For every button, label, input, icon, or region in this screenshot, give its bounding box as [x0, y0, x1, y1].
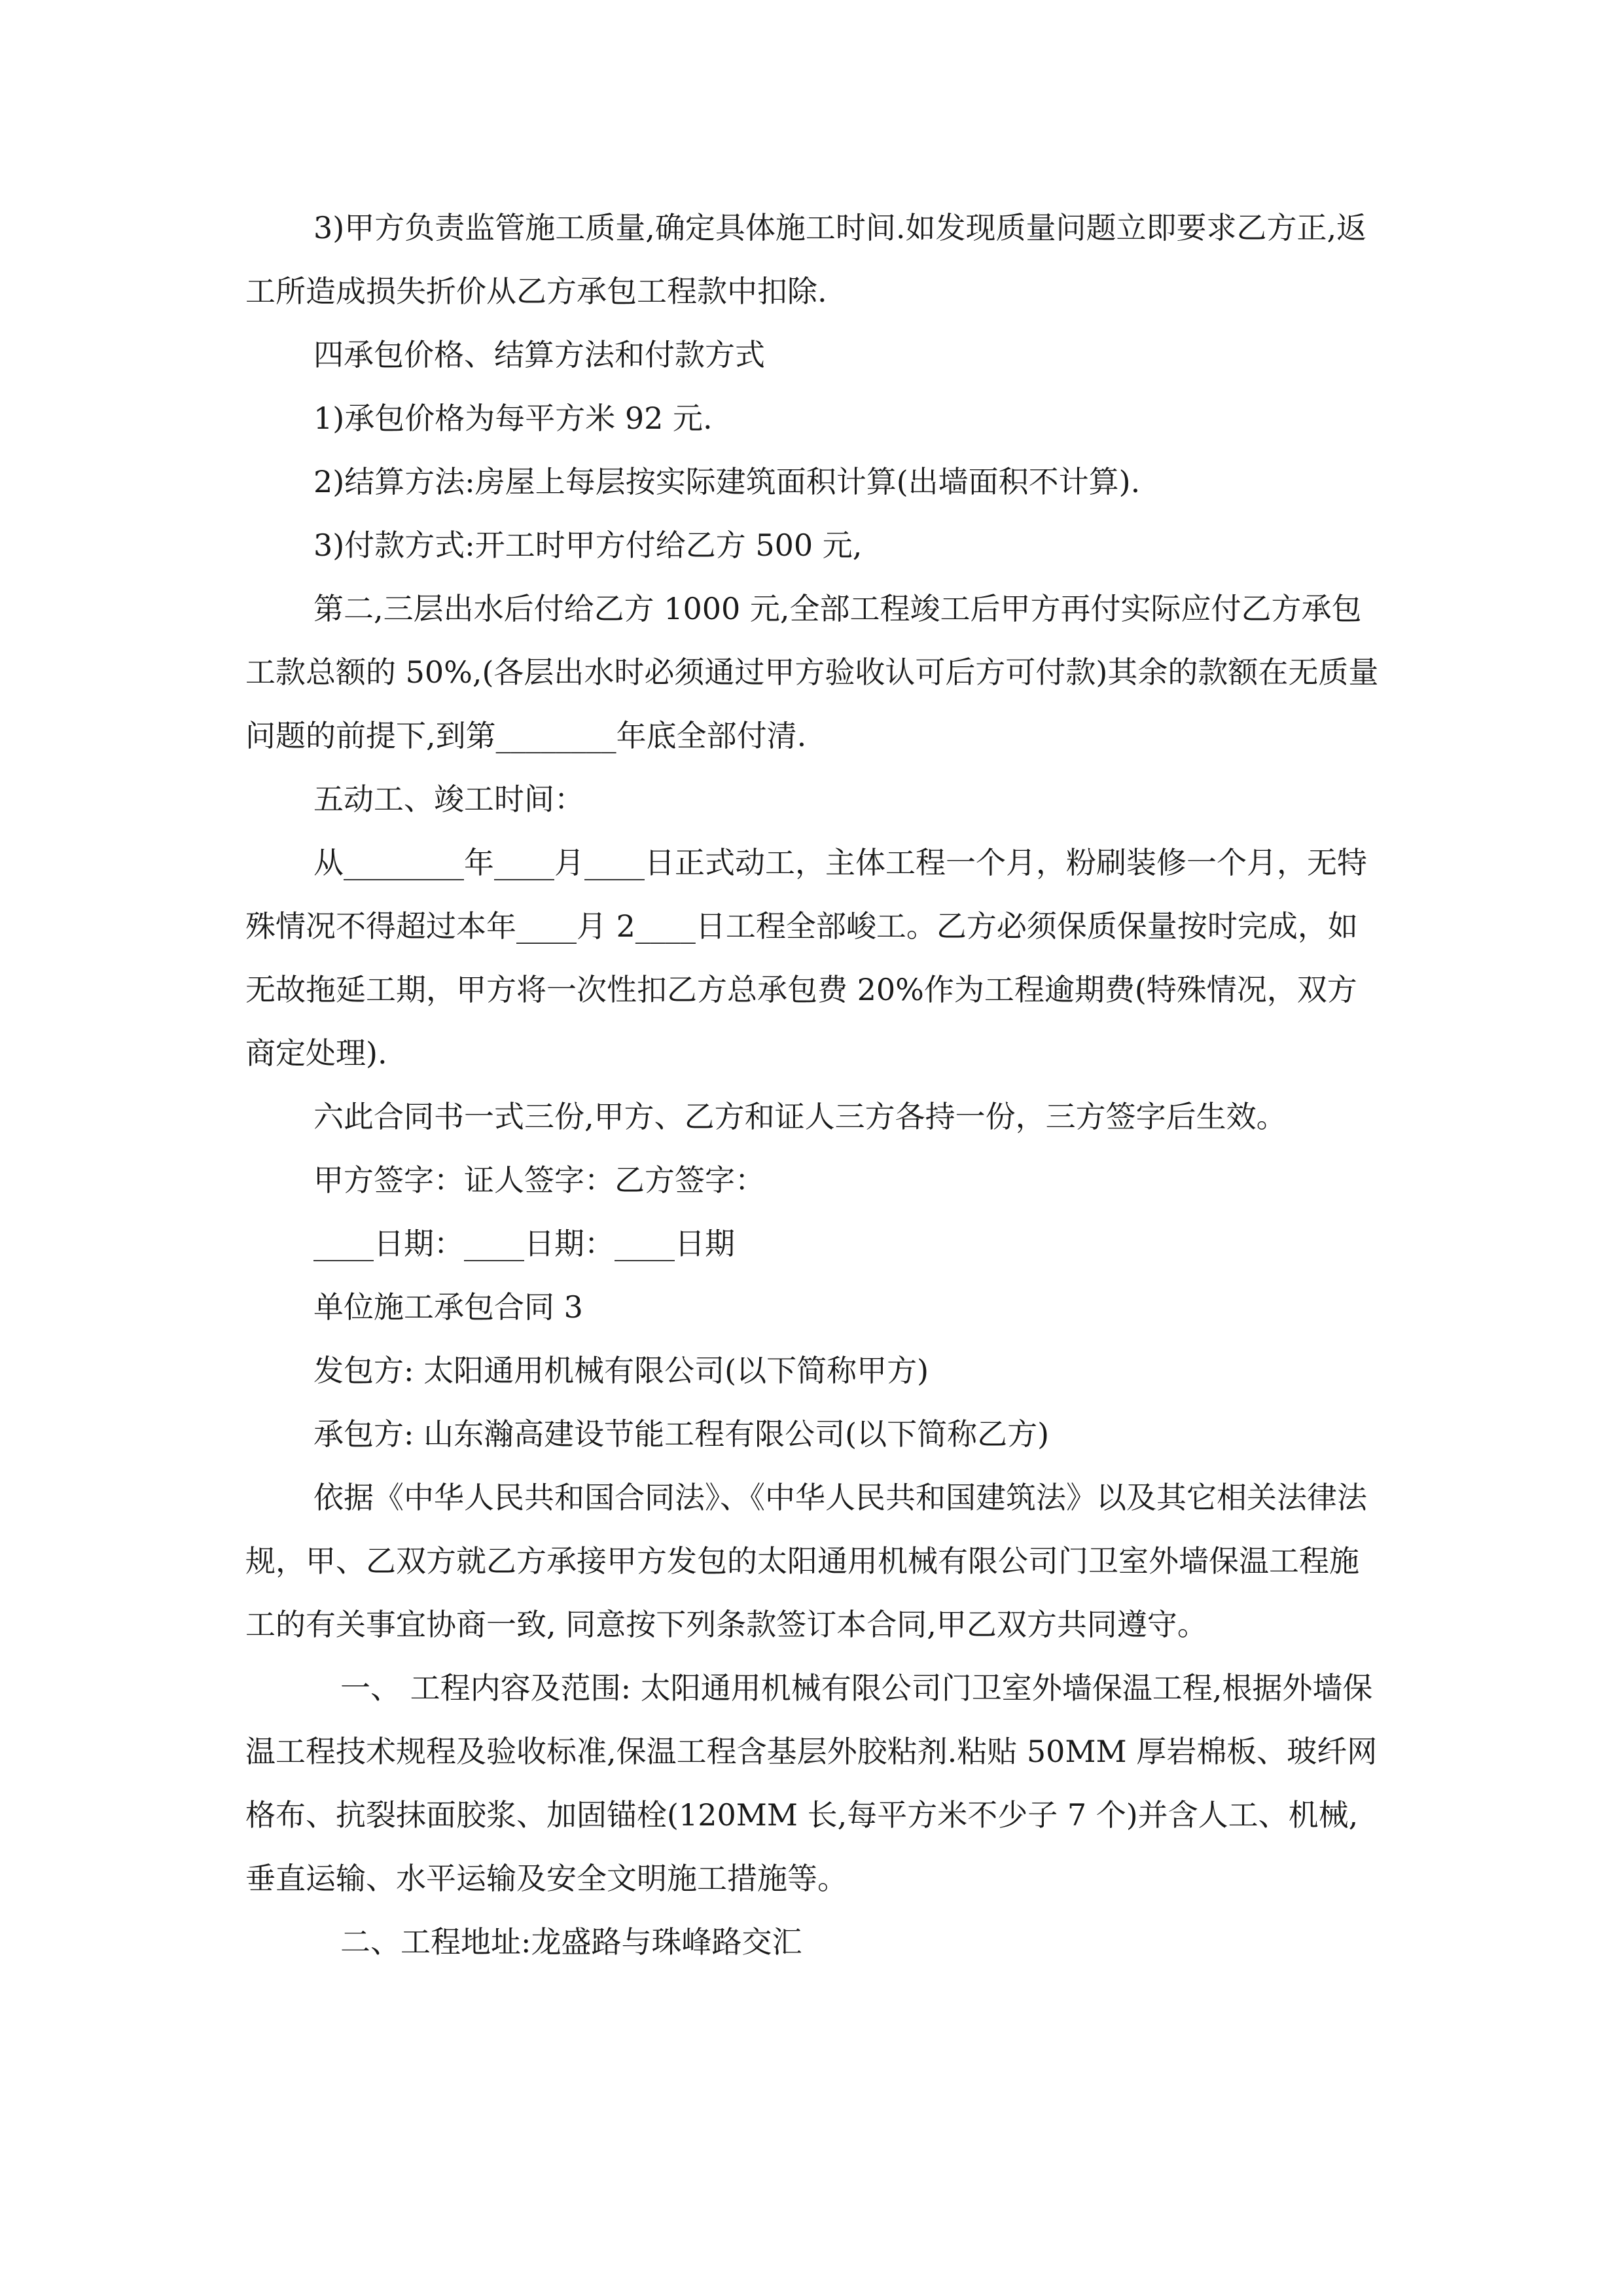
paragraph-payment-schedule: 第二,三层出水后付给乙方 1000 元,全部工程竣工后甲方再付实际应付乙方承包工款总额的 50%,(各层出水时必须通过甲方验收认可后方可付款)其余的款额在无质量问题的前提下,到第________年底全部付清.	[245, 591, 1379, 753]
paragraph-unit-price: 1)承包价格为每平方米 92 元.	[313, 401, 713, 436]
paragraph-copies: 六此合同书一式三份,甲方、乙方和证人三方各持一份，三方签字后生效。	[313, 1099, 1287, 1134]
paragraph-schedule: 从________年____月____日正式动工，主体工程一个月，粉刷装修一个月，无特殊情况不得超过本年____月 2____日工程全部峻工。乙方必须保质保量按时完成，如无故拖延工期，甲方将一次性扣乙方总承包费 20%作为工程逾期费(特殊情况，双方商定处理).	[245, 845, 1367, 1071]
section-heading-start-completion: 五动工、竣工时间：	[313, 781, 584, 817]
paragraph-payment-method: 3)付款方式:开工时甲方付给乙方 500 元,	[313, 528, 863, 563]
paragraph-legal-basis: 依据《中华人民共和国合同法》、《中华人民共和国建筑法》以及其它相关法律法规，甲、乙双方就乙方承接甲方发包的太阳通用机械有限公司门卫室外墙保温工程施工的有关事宜协商一致, 同意按下列条款签订本合同,甲乙双方共同遵守。	[245, 1480, 1367, 1642]
paragraph-quality-supervision: 3)甲方负责监管施工质量,确定具体施工时间.如发现质量问题立即要求乙方正,返工所造成损失折价从乙方承包工程款中扣除.	[245, 210, 1367, 309]
paragraph-settlement-method: 2)结算方法:房屋上每层按实际建筑面积计算(出墙面积不计算).	[313, 464, 1141, 499]
section-heading-price-settlement: 四承包价格、结算方法和付款方式	[313, 337, 765, 372]
document-page	[245, 196, 1384, 1974]
party-a: 发包方: 太阳通用机械有限公司(以下简称甲方)	[313, 1353, 929, 1388]
contract-title: 单位施工承包合同 3	[313, 1289, 583, 1325]
signature-dates: ____日期：____日期：____日期	[313, 1226, 735, 1261]
signature-labels: 甲方签字：证人签字：乙方签字：	[313, 1162, 765, 1198]
party-b: 承包方: 山东瀚高建设节能工程有限公司(以下简称乙方)	[313, 1416, 1050, 1452]
clause-scope: 一、 工程内容及范围: 太阳通用机械有限公司门卫室外墙保温工程,根据外墙保温工程技术规程及验收标准,保温工程含基层外胶粘剂.粘贴 50MM 厚岩棉板、玻纤网格布、抗裂抹面胶浆、加固锚栓(120MM 长,每平方米不少子 7 个)并含人工、机械,垂直运输、水平运输及安全文明施工措施等。	[245, 1670, 1378, 1896]
clause-address: 二、工程地址:龙盛路与珠峰路交汇	[340, 1924, 802, 1960]
